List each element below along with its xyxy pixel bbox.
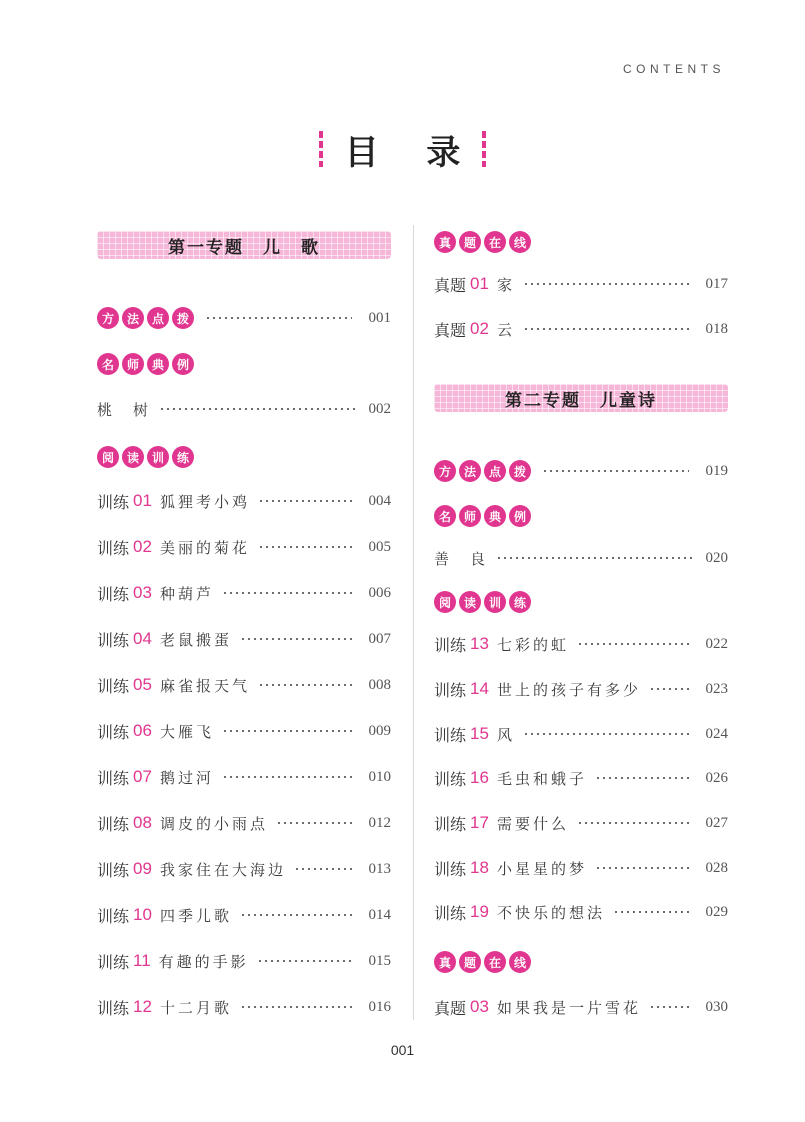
dot-leader xyxy=(595,777,692,779)
page-ref: 014 xyxy=(368,906,391,923)
entry-title: 鹅过河 xyxy=(159,768,214,787)
section-badge: 线 xyxy=(509,951,531,973)
toc-entry[interactable] xyxy=(434,899,728,925)
toc-entry[interactable] xyxy=(97,856,391,882)
dot-leader xyxy=(496,557,692,559)
entry-title: 我家住在大海边 xyxy=(159,860,286,879)
page-ref: 005 xyxy=(368,538,391,555)
toc-entry[interactable] xyxy=(97,488,391,514)
section-badge: 拨 xyxy=(172,307,194,329)
toc-entry[interactable] xyxy=(434,994,728,1020)
entry-prefix: 真题 xyxy=(434,998,467,1018)
entry-prefix: 真题 xyxy=(434,275,467,295)
toc-entry[interactable] xyxy=(434,316,728,342)
entry-prefix: 训练 xyxy=(434,725,467,745)
entry-title: 善 良 xyxy=(434,549,489,568)
section-badge: 方 xyxy=(434,460,456,482)
dot-leader xyxy=(649,1006,692,1008)
entry-number: 17 xyxy=(470,813,489,832)
entry-title: 种葫芦 xyxy=(159,584,214,603)
section-badge: 典 xyxy=(147,353,169,375)
dot-leader xyxy=(258,500,355,502)
entry-prefix: 训练 xyxy=(97,906,130,926)
dot-leader xyxy=(523,328,692,330)
page-ref: 006 xyxy=(368,584,391,601)
dot-leader xyxy=(523,283,692,285)
entry-prefix: 训练 xyxy=(97,630,130,650)
toc-entry-teacher-1[interactable] xyxy=(97,396,391,422)
section-badge: 在 xyxy=(484,951,506,973)
section-teacher-2 xyxy=(434,505,531,527)
entry-title: 家 xyxy=(496,275,515,294)
section-badge: 训 xyxy=(484,591,506,613)
entry-prefix: 训练 xyxy=(97,860,130,880)
entry-title: 大雁飞 xyxy=(159,722,214,741)
toc-entry[interactable] xyxy=(97,764,391,790)
entry-number: 13 xyxy=(470,634,489,653)
title-bar-right xyxy=(482,131,486,167)
section-badge: 阅 xyxy=(434,591,456,613)
section-badge: 师 xyxy=(122,353,144,375)
entry-number: 02 xyxy=(133,537,152,556)
section-badge: 法 xyxy=(122,307,144,329)
entry-prefix: 真题 xyxy=(434,320,467,340)
entry-title: 世上的孩子有多少 xyxy=(496,680,641,699)
page-ref: 018 xyxy=(705,320,728,337)
entry-title: 不快乐的想法 xyxy=(496,903,605,922)
page-ref: 016 xyxy=(368,998,391,1015)
entry-title: 十二月歌 xyxy=(159,998,232,1017)
section-reading-2 xyxy=(434,591,531,613)
entry-title: 七彩的虹 xyxy=(496,635,569,654)
dot-leader xyxy=(205,317,352,319)
page-ref: 007 xyxy=(368,630,391,647)
page-ref: 012 xyxy=(368,814,391,831)
toc-entry[interactable] xyxy=(97,718,391,744)
entry-number: 05 xyxy=(133,675,152,694)
dot-leader xyxy=(577,822,692,824)
toc-entry[interactable] xyxy=(434,631,728,657)
entry-number: 03 xyxy=(133,583,152,602)
section-badge: 题 xyxy=(459,951,481,973)
entry-number: 03 xyxy=(470,997,489,1016)
section-badge: 例 xyxy=(509,505,531,527)
entry-number: 01 xyxy=(470,274,489,293)
toc-entry[interactable] xyxy=(97,902,391,928)
entry-title: 美丽的菊花 xyxy=(159,538,250,557)
dot-leader xyxy=(595,867,692,869)
entry-prefix: 训练 xyxy=(434,769,467,789)
entry-number: 10 xyxy=(133,905,152,924)
dot-leader xyxy=(240,914,355,916)
dot-leader xyxy=(294,868,355,870)
entry-prefix: 训练 xyxy=(97,676,130,696)
page-ref: 002 xyxy=(368,400,391,417)
entry-prefix: 训练 xyxy=(434,814,467,834)
section-badge: 师 xyxy=(459,505,481,527)
page-ref: 026 xyxy=(705,769,728,786)
entry-title: 风 xyxy=(496,725,515,744)
section-badge: 练 xyxy=(509,591,531,613)
dot-leader xyxy=(258,546,355,548)
title-bar-left xyxy=(319,131,323,167)
section-method-2[interactable] xyxy=(434,460,728,482)
entry-title: 小星星的梦 xyxy=(496,859,587,878)
entry-title: 云 xyxy=(496,320,515,339)
section-badge: 线 xyxy=(509,231,531,253)
entry-prefix: 训练 xyxy=(97,998,130,1018)
entry-prefix: 训练 xyxy=(97,584,130,604)
entry-number: 18 xyxy=(470,858,489,877)
toc-entry[interactable] xyxy=(434,810,728,836)
section-exam-2 xyxy=(434,951,531,973)
dot-leader xyxy=(222,592,355,594)
page-ref: 010 xyxy=(368,768,391,785)
page-ref: 008 xyxy=(368,676,391,693)
entry-number: 19 xyxy=(470,902,489,921)
dot-leader xyxy=(222,776,355,778)
section-badge: 名 xyxy=(434,505,456,527)
section-badge: 拨 xyxy=(509,460,531,482)
page-ref: 017 xyxy=(705,275,728,292)
page-ref: 004 xyxy=(368,492,391,509)
page-ref: 029 xyxy=(705,903,728,920)
entry-prefix: 训练 xyxy=(434,903,467,923)
toc-title xyxy=(0,124,805,174)
page-ref: 027 xyxy=(705,814,728,831)
section-badge: 在 xyxy=(484,231,506,253)
section-badge: 练 xyxy=(172,446,194,468)
entry-title: 毛虫和蛾子 xyxy=(496,769,587,788)
section-badge: 点 xyxy=(484,460,506,482)
section-badge: 点 xyxy=(147,307,169,329)
entry-number: 07 xyxy=(133,767,152,786)
entry-number: 14 xyxy=(470,679,489,698)
entry-prefix: 训练 xyxy=(97,814,130,834)
entry-number: 02 xyxy=(470,319,489,338)
toc-entry[interactable] xyxy=(434,271,728,297)
dot-leader xyxy=(240,1006,355,1008)
entry-title: 需要什么 xyxy=(496,814,569,833)
entry-title: 狐狸考小鸡 xyxy=(159,492,250,511)
entry-number: 04 xyxy=(133,629,152,648)
entry-prefix: 训练 xyxy=(434,859,467,879)
dot-leader xyxy=(649,688,692,690)
column-divider xyxy=(413,225,414,1020)
toc-entry[interactable] xyxy=(97,994,391,1020)
toc-entry[interactable] xyxy=(97,672,391,698)
dot-leader xyxy=(159,408,355,410)
entry-number: 15 xyxy=(470,724,489,743)
entry-number: 11 xyxy=(133,951,151,970)
entry-number: 12 xyxy=(133,997,152,1016)
section-badge: 训 xyxy=(147,446,169,468)
dot-leader xyxy=(240,638,355,640)
entry-prefix: 训练 xyxy=(434,680,467,700)
entry-number: 16 xyxy=(470,768,489,787)
entry-title: 老鼠搬蛋 xyxy=(159,630,232,649)
section-badge: 阅 xyxy=(97,446,119,468)
dot-leader xyxy=(542,470,689,472)
entry-title: 桃 树 xyxy=(97,400,152,419)
page-ref: 023 xyxy=(705,680,728,697)
dot-leader xyxy=(222,730,355,732)
page-ref: 001 xyxy=(368,309,391,326)
entry-prefix: 训练 xyxy=(97,768,130,788)
page-ref: 028 xyxy=(705,859,728,876)
toc-entry[interactable] xyxy=(97,580,391,606)
page-number: 001 xyxy=(390,1042,415,1058)
toc-entry[interactable] xyxy=(434,765,728,791)
page-title: 目 录 xyxy=(344,132,479,173)
entry-title: 如果我是一片雪花 xyxy=(496,998,641,1017)
toc-entry[interactable] xyxy=(97,626,391,652)
page-ref: 022 xyxy=(705,635,728,652)
entry-prefix: 训练 xyxy=(97,538,130,558)
section-badge: 典 xyxy=(484,505,506,527)
section-badge: 名 xyxy=(97,353,119,375)
entry-prefix: 训练 xyxy=(97,722,130,742)
entry-number: 09 xyxy=(133,859,152,878)
entry-prefix: 训练 xyxy=(97,492,130,512)
section-method-1[interactable] xyxy=(97,307,391,329)
entry-prefix: 训练 xyxy=(434,635,467,655)
topic-banner-1: 第一专题 儿 歌 xyxy=(97,231,391,259)
entry-number: 08 xyxy=(133,813,152,832)
page-ref: 020 xyxy=(705,549,728,566)
contents-label: CONTENTS xyxy=(623,62,725,76)
dot-leader xyxy=(276,822,355,824)
section-reading-1 xyxy=(97,446,194,468)
page-ref: 015 xyxy=(368,952,391,969)
section-badge: 真 xyxy=(434,231,456,253)
toc-entry-teacher-2[interactable] xyxy=(434,545,728,571)
entry-title: 有趣的手影 xyxy=(158,952,249,971)
entry-number: 01 xyxy=(133,491,152,510)
section-badge: 真 xyxy=(434,951,456,973)
toc-entry[interactable] xyxy=(434,855,728,881)
dot-leader xyxy=(258,684,355,686)
section-exam-1 xyxy=(434,231,531,253)
page-ref: 013 xyxy=(368,860,391,877)
toc-entry[interactable] xyxy=(434,721,728,747)
page-ref: 024 xyxy=(705,725,728,742)
dot-leader xyxy=(257,960,355,962)
section-teacher-1 xyxy=(97,353,194,375)
toc-entry[interactable] xyxy=(97,534,391,560)
entry-title: 四季儿歌 xyxy=(159,906,232,925)
page-ref: 030 xyxy=(705,998,728,1015)
section-badge: 读 xyxy=(122,446,144,468)
page-ref: 019 xyxy=(705,462,728,479)
entry-prefix: 训练 xyxy=(97,952,130,972)
dot-leader xyxy=(577,643,692,645)
section-badge: 方 xyxy=(97,307,119,329)
dot-leader xyxy=(613,911,692,913)
section-badge: 题 xyxy=(459,231,481,253)
section-badge: 读 xyxy=(459,591,481,613)
topic-banner-2: 第二专题 儿童诗 xyxy=(434,384,728,412)
page-ref: 009 xyxy=(368,722,391,739)
toc-entry[interactable] xyxy=(434,676,728,702)
toc-entry[interactable] xyxy=(97,810,391,836)
section-badge: 法 xyxy=(459,460,481,482)
entry-number: 06 xyxy=(133,721,152,740)
dot-leader xyxy=(523,733,692,735)
entry-title: 麻雀报天气 xyxy=(159,676,250,695)
entry-title: 调皮的小雨点 xyxy=(159,814,268,833)
toc-entry[interactable] xyxy=(97,948,391,974)
section-badge: 例 xyxy=(172,353,194,375)
